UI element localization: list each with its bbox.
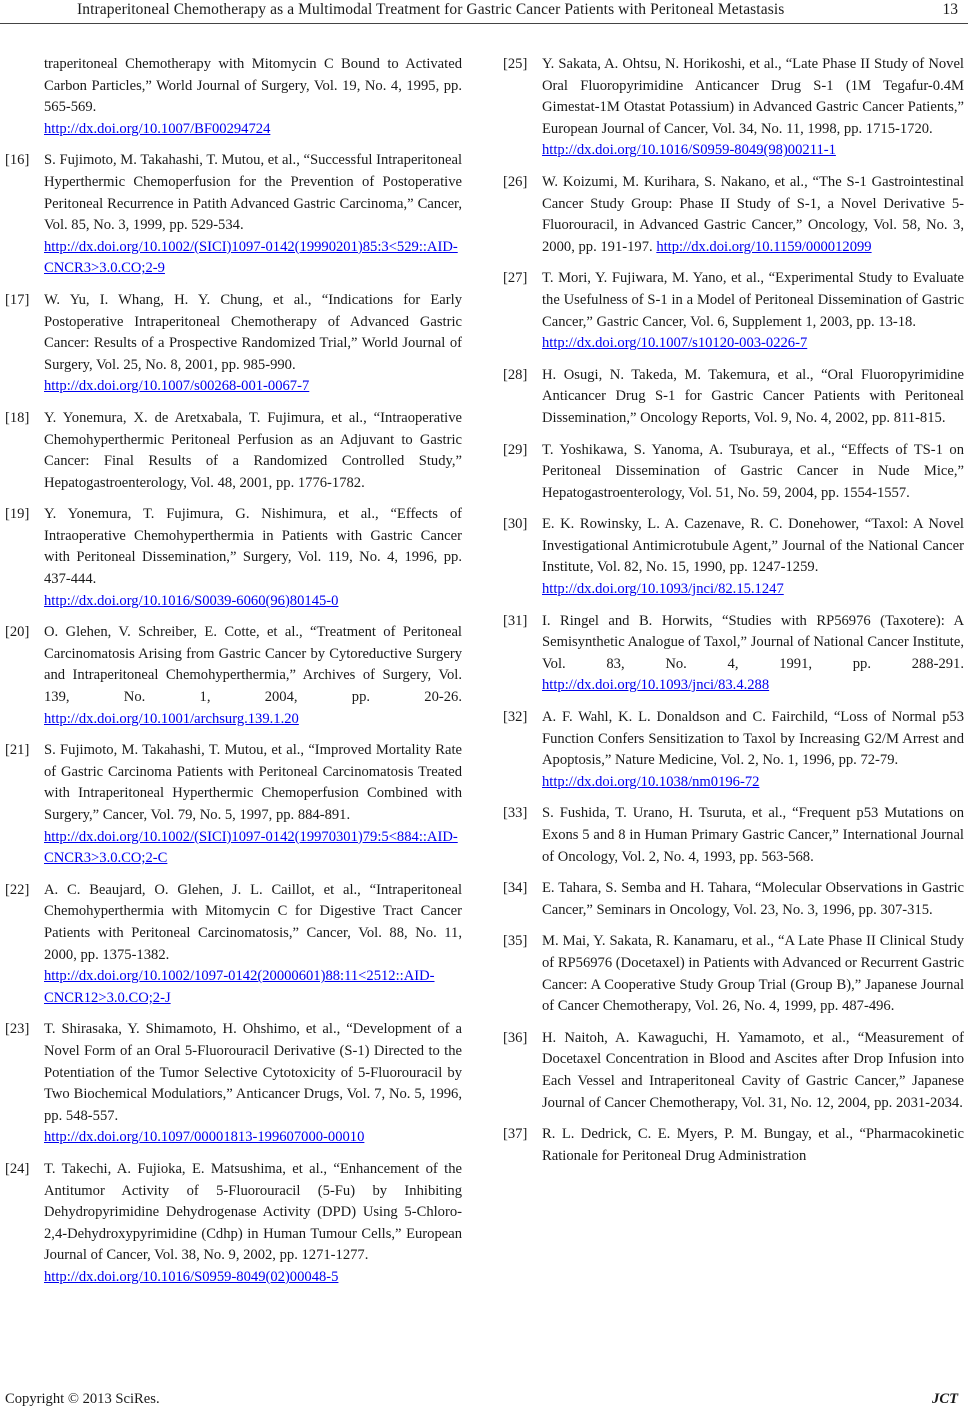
reference-item [503,365,964,430]
reference-text: Y. Yonemura, T. Fujimura, G. Nishimura, et al., “Effects of Intraoperative Chemohyperthermia in Patients with Gastric Cancer with Peritoneal Dissemination,” Surgery, Vol. 119, No. 4, 1996, pp. 437-444. [44,506,462,588]
reference-item [503,440,964,505]
reference-body [542,931,964,1017]
reference-item [5,150,462,280]
reference-text: S. Fushida, T. Urano, H. Tsuruta, et al., “Frequent p53 Mutations on Exons 5 and 8 in Human Primary Gastric Cancer,” International Journal of Oncology, Vol. 2, No. 4, 1993, pp. 563-568. [542,805,964,865]
reference-text: I. Ringel and B. Horwits, “Studies with RP56976 (Taxotere): A Semisynthetic Analogue of Taxol,” Journal of National Cancer Institute, Vol. 83, No. 4, 1991, pp. 288-291. [542,612,964,672]
reference-body [542,268,964,354]
doi-link[interactable]: http://dx.doi.org/10.1007/BF00294724 [44,120,271,137]
reference-text: S. Fujimoto, M. Takahashi, T. Mutou, et al., “Successful Intraperitoneal Hyperthermic Chemoperfusion for the Prevention of Postoperative Peritoneal Recurrence in Patith Advanced Gastric Carcinoma,” Cancer, Vol. 85, No. 3, 1999, pp. 529-534. [44,152,462,234]
reference-body [44,290,462,398]
references-right-column [503,54,964,1177]
reference-text: T. Takechi, A. Fujioka, E. Matsushima, et al., “Enhancement of the Antitumor Activity of 5-Fluorouracil (5-Fu) by Inhibiting Dehydropyrimidine Dehydrogenase Activity (DPD) Using 5-Chloro-2,4-Dehydroxypyrimidine (Cdhp) in Human Tumour Cells,” European Journal of Cancer, Vol. 38, No. 9, 2002, pp. 1271-1277. [44,1160,462,1264]
reference-number: [24] [5,1160,30,1177]
reference-number: [36] [503,1029,528,1046]
reference-body [44,1019,462,1149]
reference-text: T. Mori, Y. Fujiwara, M. Yano, et al., “Experimental Study to Evaluate the Usefulness of S-1 in a Model of Peritoneal Dissemination of Gastric Cancer,” Gastric Cancer, Vol. 6, Supplement 1, 2003, pp. 13-18. [542,270,964,330]
reference-number: [21] [5,742,30,759]
reference-number: [26] [503,173,528,190]
reference-body [542,440,964,505]
reference-number: [16] [5,152,30,169]
reference-text: E. K. Rowinsky, L. A. Cazenave, R. C. Donehower, “Taxol: A Novel Investigational Antimicrotubule Agent,” Journal of the National Cancer Institute, Vol. 82, No. 15, 1990, pp. 1247-1259. [542,516,964,576]
reference-number: [20] [5,624,30,641]
reference-number: [37] [503,1126,528,1143]
reference-body [44,408,462,494]
reference-item [5,880,462,1010]
doi-link[interactable]: http://dx.doi.org/10.1093/jnci/83.4.288 [542,677,770,694]
copyright-notice: Copyright © 2013 SciRes. [5,1391,160,1407]
page-footer [0,1391,968,1413]
doi-link[interactable]: http://dx.doi.org/10.1016/S0959-8049(02)00048-5 [44,1268,339,1285]
reference-text: W. Koizumi, M. Kurihara, S. Nakano, et al., “The S-1 Gastrointestinal Cancer Study Group: Phase II Study of S-1, a Novel Derivative 5-Fluorouracil, in Advanced Gastric Cancer,” Oncology, Vol. 58, No. 3, 2000, pp. 191-197. [542,173,964,255]
reference-body [542,365,964,430]
reference-text: O. Glehen, V. Schreiber, E. Cotte, et al., “Treatment of Peritoneal Carcinomatosis Arising from Gastric Cancer by Cytoreductive Surgery and Intraperitoneal Chemohyperthermia,” Archives of Surgery, Vol. 139, No. 1, 2004, pp. 20-26. [44,624,462,706]
reference-number: [34] [503,880,528,897]
reference-item [5,1159,462,1289]
doi-link[interactable]: http://dx.doi.org/10.1002/(SICI)1097-0142(19990201)85:3<529::AID-CNCR3>3.0.CO;2-9 [44,238,458,277]
doi-link[interactable]: http://dx.doi.org/10.1001/archsurg.139.1.20 [44,710,299,727]
reference-number: [35] [503,933,528,950]
reference-text: T. Yoshikawa, S. Yanoma, A. Tsuburaya, et al., “Effects of TS-1 on Peritoneal Dissemination of Gastric Cancer in Nude Mice,” Hepatogastroenterology, Vol. 51, No. 59, 2004, pp. 1554-1557. [542,441,964,501]
reference-item [5,290,462,398]
reference-item [503,1028,964,1114]
reference-item [5,54,462,140]
doi-link[interactable]: http://dx.doi.org/10.1097/00001813-199607000-00010 [44,1129,365,1146]
reference-item [503,878,964,921]
reference-number: [17] [5,291,30,308]
reference-text: Y. Yonemura, X. de Aretxabala, T. Fujimura, et al., “Intraoperative Chemohyperthermic Peritoneal Perfusion as an Adjuvant to Gastric Cancer: Final Results of a Randomized Controlled Study,” Hepatogastroenterology, Vol. 48, 2001, pp. 1776-1782. [44,409,462,491]
reference-item [5,408,462,494]
reference-number: [28] [503,366,528,383]
reference-text: H. Osugi, N. Takeda, M. Takemura, et al., “Oral Fluoropyrimidine Anticancer Drug S-1 for Gastric Cancer Patients with Peritoneal Dissemination,” Oncology Reports, Vol. 9, No. 4, 2002, pp. 811-815. [542,366,964,426]
reference-text: M. Mai, Y. Sakata, R. Kanamaru, et al., “A Late Phase II Clinical Study of RP56976 (Docetaxel) in Patients with Advanced or Recurrent Gastric Cancer: A Cooperative Study Group Trial (Group B),” Japanese Journal of Cancer Chemotherapy, Vol. 26, No. 4, 1999, pp. 487-496. [542,933,964,1015]
reference-body [542,707,964,793]
running-header [0,0,968,26]
reference-item [503,268,964,354]
reference-text: H. Naitoh, A. Kawaguchi, H. Yamamoto, et al., “Measurement of Docetaxel Concentration in Blood and Ascites after Drop Infusion into Each Vessel and Intraperitoneal Cavity of Gastric Cancer,” Japanese Journal of Cancer Chemotherapy, Vol. 31, No. 12, 2004, pp. 2031-2034. [542,1029,964,1111]
reference-text: A. C. Beaujard, O. Glehen, J. L. Caillot, et al., “Intraperitoneal Chemohyperthermia with Mitomycin C for Digestive Tract Cancer Patients with Peritoneal Carcinomatosis,” Cancer, Vol. 88, No. 11, 2000, pp. 1375-1382. [44,881,462,963]
doi-link[interactable]: http://dx.doi.org/10.1007/s00268-001-0067-7 [44,378,310,395]
reference-body [44,880,462,1010]
reference-body [542,172,964,258]
reference-body [44,504,462,612]
reference-item [5,504,462,612]
doi-link[interactable]: http://dx.doi.org/10.1002/(SICI)1097-0142(19970301)79:5<884::AID-CNCR3>3.0.CO;2-C [44,828,458,867]
reference-body [542,54,964,162]
reference-body [542,1124,964,1167]
reference-item [503,172,964,258]
reference-text: Y. Sakata, A. Ohtsu, N. Horikoshi, et al., “Late Phase II Study of Novel Oral Fluoropyrimidine Anticancer Drug S-1 (1M Tegafur-0.4M Gimestat-1M Otastat Potassium) in Advanced Gastric Cancer Patients,” European Journal of Cancer, Vol. 34, No. 11, 1998, pp. 1715-1720. [542,56,964,137]
reference-item [503,931,964,1017]
reference-number: [18] [5,409,30,426]
reference-text: W. Yu, I. Whang, H. Y. Chung, et al., “Indications for Early Postoperative Intraperitoneal Chemotherapy of Advanced Gastric Cancer: Results of a Prospective Randomized Trial,” World Journal of Surgery, Vol. 25, No. 8, 2001, pp. 985-990. [44,291,462,373]
references-left-column [5,54,462,1298]
reference-number: [30] [503,516,528,533]
reference-body [44,150,462,280]
reference-number: [29] [503,441,528,458]
doi-link[interactable]: http://dx.doi.org/10.1016/S0959-8049(98)00211-1 [542,142,836,159]
reference-text: R. L. Dedrick, C. E. Myers, P. M. Bungay, et al., “Pharmacokinetic Rationale for Peritoneal Drug Administration [542,1126,964,1164]
doi-link[interactable]: http://dx.doi.org/10.1038/nm0196-72 [542,773,760,790]
reference-number: [22] [5,881,30,898]
reference-text: T. Shirasaka, Y. Shimamoto, H. Ohshimo, et al., “Development of a Novel Form of an Oral 5-Fluorouracil Derivative (S-1) Directed to the Potentiation of the Tumor Selective Cytotoxicity of 5-Fluorouracil by Two Biochemical Modulatiors,” Anticancer Drugs, Vol. 7, No. 5, 1996, pp. 548-557. [44,1021,462,1124]
reference-item [503,707,964,793]
reference-text: traperitoneal Chemotherapy with Mitomycin C Bound to Activated Carbon Particles,” World Journal of Surgery, Vol. 19, No. 4, 1995, pp. 565-569. [44,56,462,116]
reference-item [5,622,462,730]
reference-body [542,514,964,600]
reference-body [44,622,462,730]
doi-link[interactable]: http://dx.doi.org/10.1007/s10120-003-0226-7 [542,335,808,352]
doi-link[interactable]: http://dx.doi.org/10.1016/S0039-6060(96)80145-0 [44,592,339,609]
reference-number: [25] [503,56,528,72]
reference-body [542,803,964,868]
page-number: 13 [942,1,958,18]
reference-body [44,54,462,140]
reference-number: [23] [5,1021,30,1038]
reference-body [542,611,964,697]
reference-item [503,54,964,162]
reference-text: A. F. Wahl, K. L. Donaldson and C. Fairchild, “Loss of Normal p53 Function Confers Sensitization to Taxol by Increasing G2/M Arrest and Apoptosis,” Nature Medicine, Vol. 2, No. 1, 1996, pp. 72-79. [542,709,964,769]
header-rule [0,23,968,24]
reference-number: [32] [503,709,528,726]
reference-item [503,803,964,868]
reference-body [542,878,964,921]
doi-link[interactable]: http://dx.doi.org/10.1093/jnci/82.15.1247 [542,581,784,598]
running-title: Intraperitoneal Chemotherapy as a Multimodal Treatment for Gastric Cancer Patients with Peritoneal Metastasis [77,1,785,18]
reference-number: [33] [503,805,528,822]
reference-body [542,1028,964,1114]
reference-number: [19] [5,506,30,523]
doi-link[interactable]: http://dx.doi.org/10.1002/1097-0142(20000601)88:11<2512::AID-CNCR12>3.0.CO;2-J [44,968,435,1006]
reference-number: [27] [503,270,528,287]
journal-abbreviation: JCT [932,1391,958,1407]
reference-item [503,514,964,600]
reference-number: [31] [503,612,528,629]
reference-text: S. Fujimoto, M. Takahashi, T. Mutou, et al., “Improved Mortality Rate of Gastric Carcinoma Patients with Peritoneal Carcinomatosis Treated with Intraperitoneal Hyperthermic Chemoperfusion Combined with Surgery,” Cancer, Vol. 79, No. 5, 1997, pp. 884-891. [44,742,462,823]
reference-text: E. Tahara, S. Semba and H. Tahara, “Molecular Observations in Gastric Cancer,” Seminars in Oncology, Vol. 23, No. 3, 1996, pp. 307-315. [542,880,964,918]
doi-link[interactable]: http://dx.doi.org/10.1159/000012099 [656,238,872,255]
reference-item [5,740,462,870]
reference-body [44,1159,462,1289]
reference-item [503,611,964,697]
reference-item [503,1124,964,1167]
reference-body [44,740,462,870]
reference-item [5,1019,462,1149]
